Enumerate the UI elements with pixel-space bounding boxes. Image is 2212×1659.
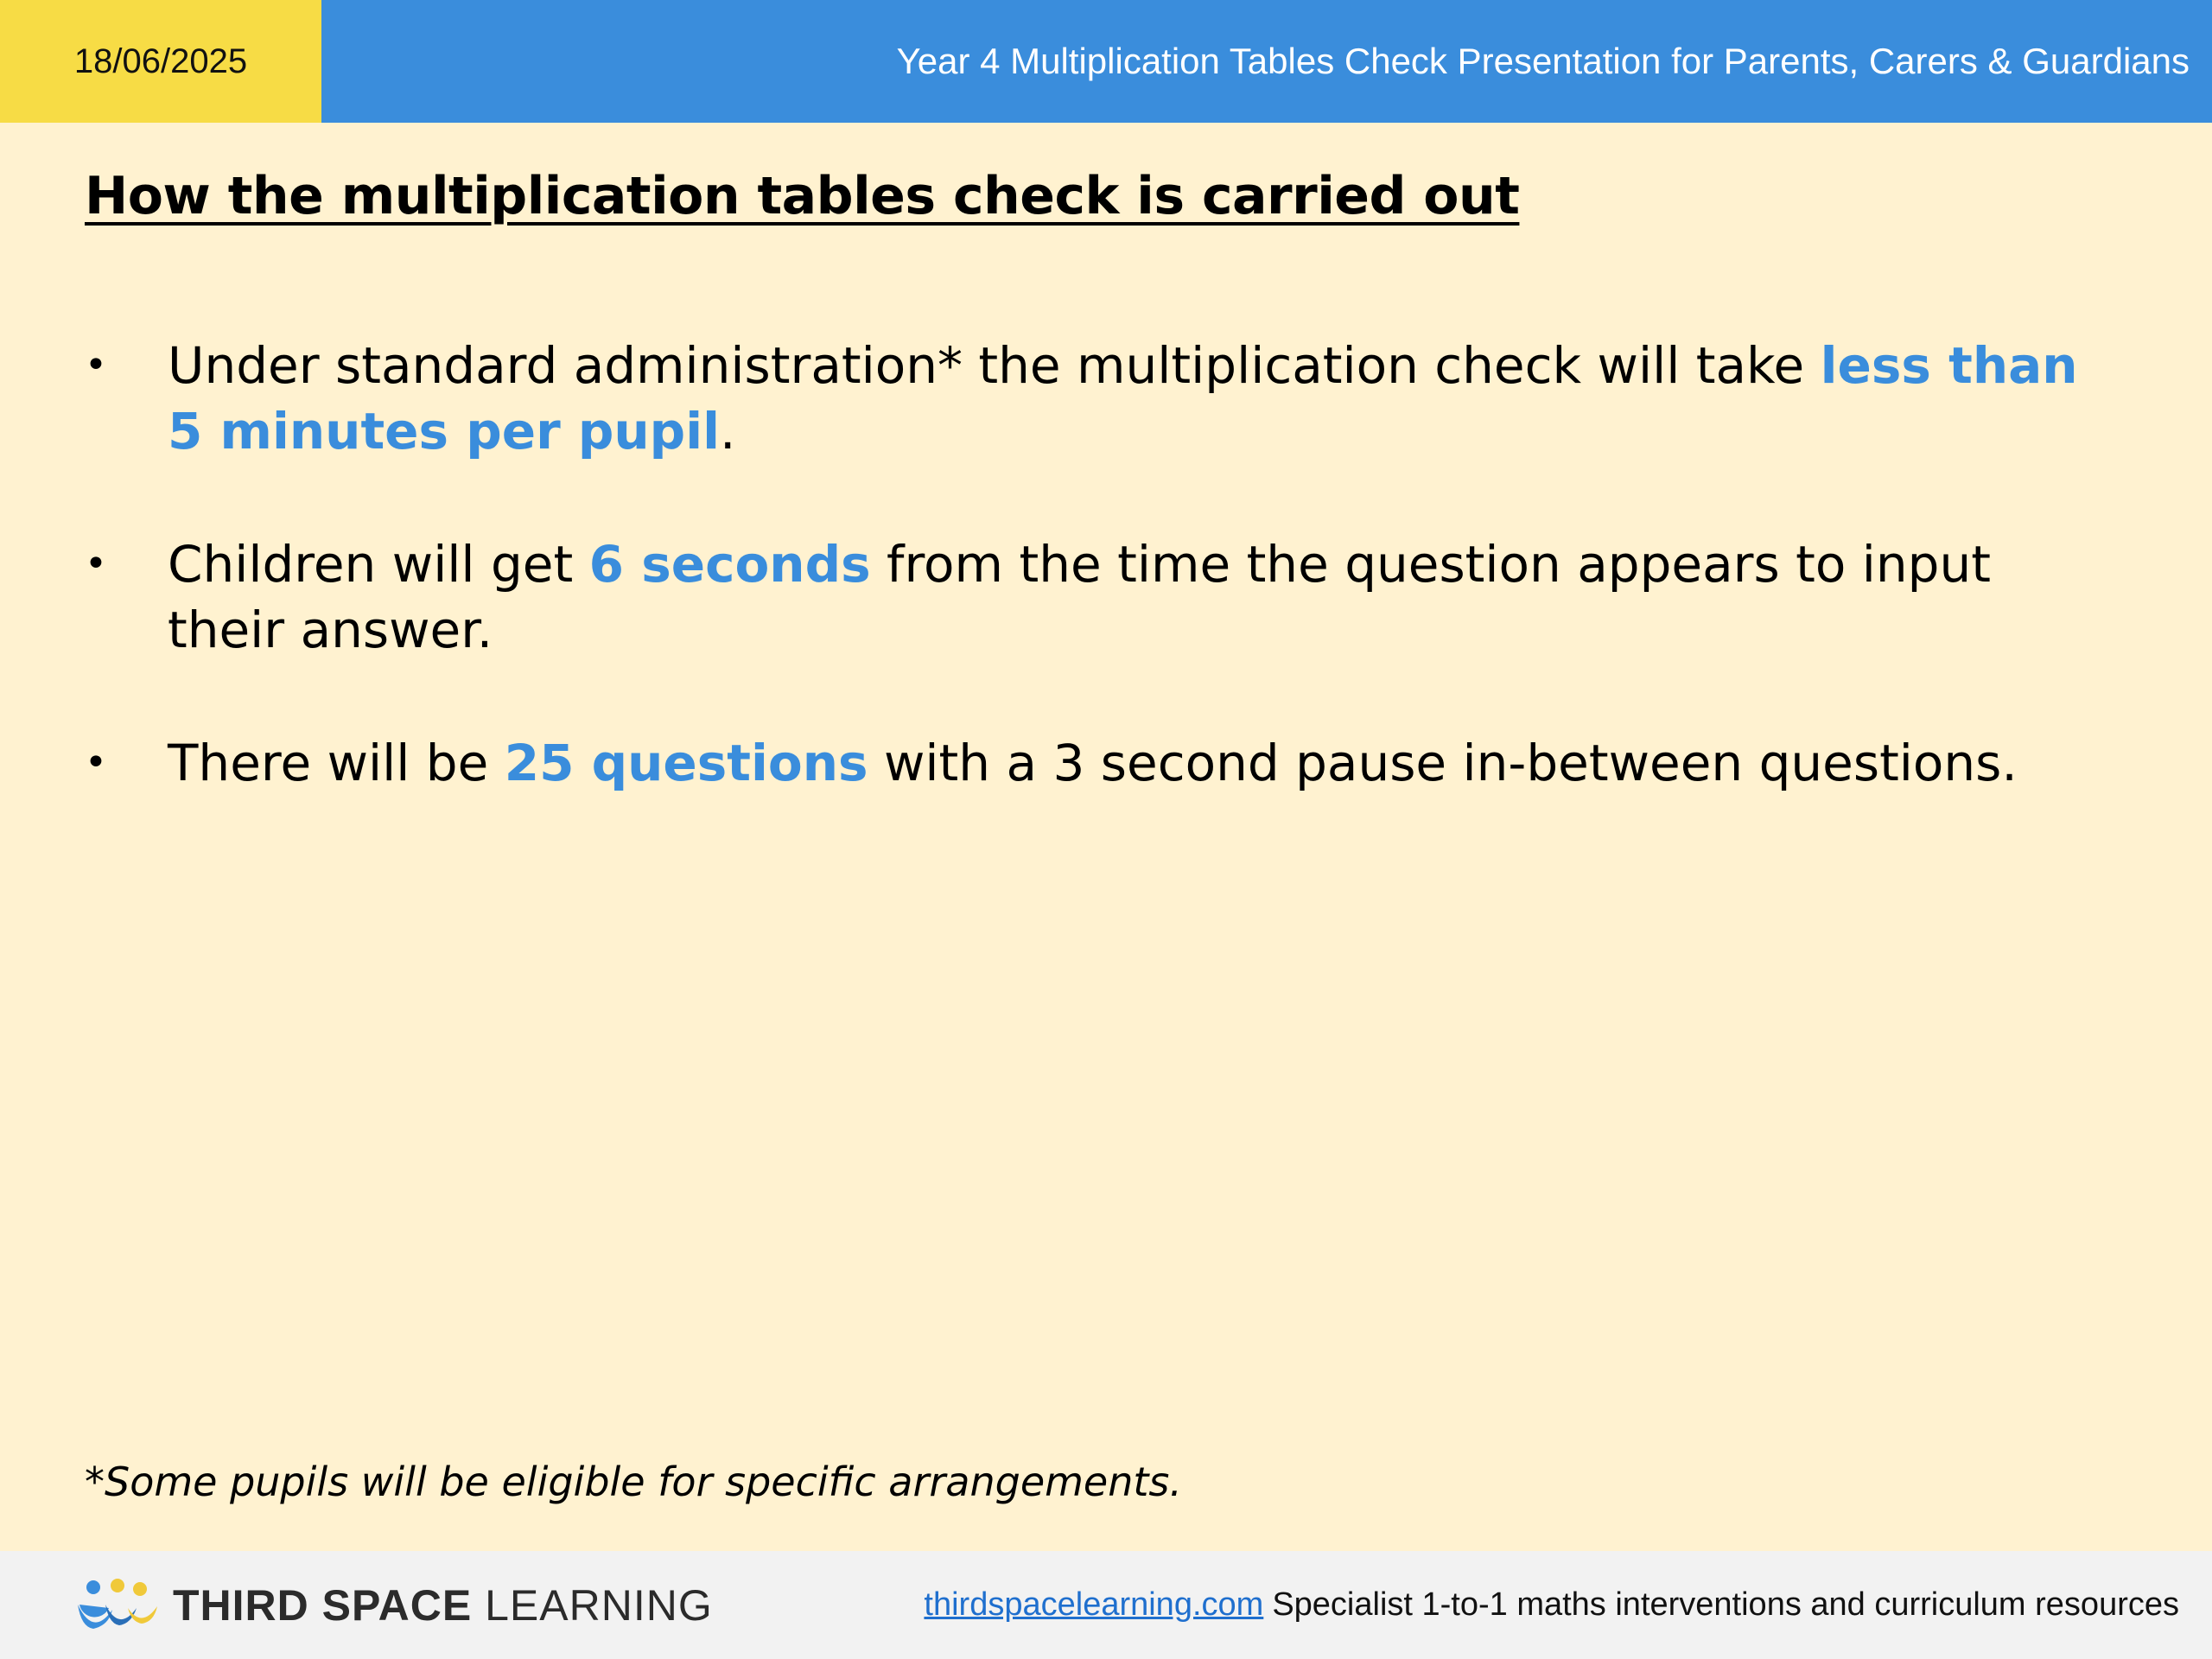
date-label: 18/06/2025 <box>73 41 248 80</box>
footnote: *Some pupils will be eligible for specific arrangements. <box>85 1459 1183 1505</box>
logo-light-text: LEARNING <box>485 1580 713 1630</box>
bullet-text: Under standard administration* the multiplication check will take <box>168 336 1821 395</box>
third-space-learning-logo <box>74 1551 713 1659</box>
bullet-text: with a 3 second pause in-between questions. <box>868 734 2018 792</box>
bullet-dot-icon: • <box>85 542 107 586</box>
bullet-text: There will be <box>168 734 505 792</box>
bullet-dot-icon: • <box>85 741 107 785</box>
footer-tagline: Specialist 1-to-1 maths interventions and curriculum resources <box>1272 1586 2179 1623</box>
bullet-list <box>85 333 2098 863</box>
bullet-dot-icon: • <box>85 343 107 387</box>
bullet-highlight: 6 seconds <box>588 535 871 594</box>
people-logo-icon <box>74 1575 161 1636</box>
bullet-highlight: less than 5 minutes per pupil <box>168 336 2078 461</box>
bullet-item-3 <box>85 730 2098 796</box>
bullet-item-1 <box>85 333 2098 464</box>
footer-tagline-area <box>924 1551 2179 1659</box>
website-link[interactable]: thirdspacelearning.com <box>924 1586 1264 1623</box>
bullet-text: Children will get <box>168 535 589 594</box>
bullet-text: from the time the question appears to input their answer. <box>168 535 1991 659</box>
presentation-title: Year 4 Multiplication Tables Check Presentation for Parents, Carers & Guardians <box>896 41 2190 81</box>
footer-bar <box>0 1551 2212 1659</box>
bullet-text: . <box>719 402 736 461</box>
logo-wordmark <box>173 1580 713 1630</box>
header-bar <box>0 0 2212 123</box>
date-box <box>0 0 321 123</box>
logo-bold-text: THIRD SPACE <box>173 1580 473 1630</box>
slide-title: How the multiplication tables check is carried out <box>85 166 1520 226</box>
bullet-item-2 <box>85 531 2098 663</box>
bullet-highlight: 25 questions <box>504 734 868 792</box>
